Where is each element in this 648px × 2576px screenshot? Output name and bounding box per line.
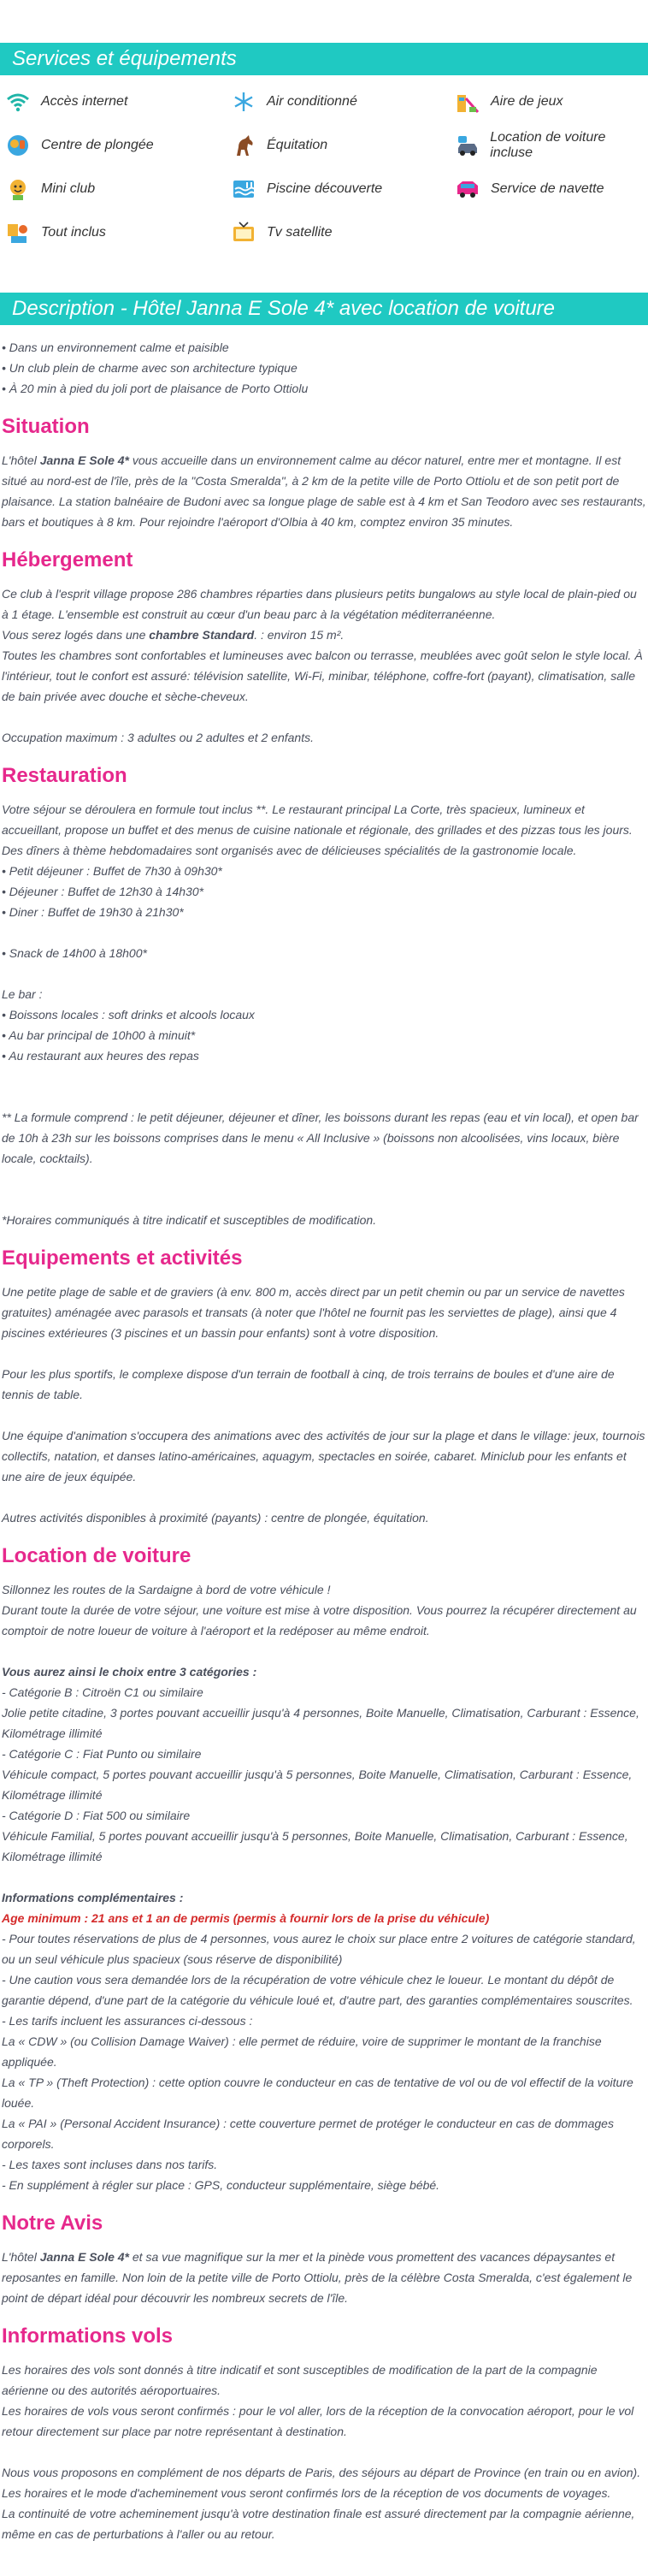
category-line: - Catégorie D : Fiat 500 ou similaire: [2, 1809, 191, 1822]
equipements-title: Equipements et activités: [2, 1247, 243, 1270]
schedule-note: *Horaires communiqués à titre indicatif et susceptibles de modification.: [2, 1213, 377, 1227]
service-label: Service de navette: [491, 181, 604, 196]
service-item: [231, 133, 327, 158]
location-text: Durant toute la durée de votre séjour, une voiture est mise à votre disposition. Vous pourrez la récupérer directement au comptoir de notre loueur de voiture à l'aéroport et la redéposer au même endroit.: [2, 1603, 637, 1637]
snowflake-icon: [231, 89, 256, 115]
pool-icon: [231, 176, 256, 202]
bar-item: • Au restaurant aux heures des repas: [2, 1049, 199, 1063]
kids-club-icon: [5, 176, 31, 202]
bar-item: • Au bar principal de 10h00 à minuit*: [2, 1028, 196, 1042]
service-label: Tout inclus: [41, 225, 106, 240]
service-item: [231, 176, 382, 202]
vols-line: Nous vous proposons en complément de nos départs de Paris, des séjours au départ de Province (en train ou en avion).: [2, 2466, 641, 2479]
vols-title: Informations vols: [2, 2324, 174, 2348]
service-label: Air conditionné: [267, 94, 357, 109]
info-line: La « CDW » (ou Collision Damage Waiver) : elle permet de réduire, voire de supprimer le montant de la franchise appliquée.: [2, 2034, 602, 2069]
bar-item: • Boissons locales : soft drinks et alcools locaux: [2, 1008, 255, 1022]
info-line: La « TP » (Theft Protection) : cette option couvre le conducteur en cas de tentative de vol ou de vol effectif de la voiture louée.: [2, 2076, 633, 2110]
formula-text: ** La formule comprend : le petit déjeuner, déjeuner et dîner, les boissons durant les repas (eau et vin local), et open bar de 10h à 23h sur les boissons comprises dans le menu « All Inclusive » (boissons non alcoolisées, vins locaux, bière locale, cocktails).: [2, 1110, 639, 1165]
vols-line: Les horaires des vols sont donnés à titre indicatif et sont susceptibles de modification de la part de la compagnie aérienne ou des autorités aéroportuaires.: [2, 2363, 598, 2397]
vols-line: Les horaires et le mode d'acheminement vous seront confirmés lors de la réception de vos documents de voyages.: [2, 2486, 611, 2500]
snack-item: • Snack de 14h00 à 18h00*: [2, 946, 147, 960]
service-item: [5, 176, 95, 202]
service-item: [5, 220, 106, 246]
situation-text: L'hôtel Janna E Sole 4* vous accueille dans un environnement calme au décor naturel, entre mer et montagne. Il est situé au nord-est de l'île, près de la "Costa Smeralda", à 2 km de la petite ville de Porto Ottiolu et de son petit port de plaisance. La station balnéaire de Budoni avec sa longue plage de sable est à 4 km et San Teodoro avec ses restaurants, bars et boutiques à 8 km. Pour rejoindre l'aéroport d'Olbia à 40 km, comptez environ 35 minutes.: [2, 453, 646, 529]
all-inclusive-icon: [5, 220, 31, 246]
service-label: Location de voiture incluse: [490, 130, 606, 160]
service-label: Centre de plongée: [41, 138, 154, 152]
service-label: Tv satellite: [267, 225, 333, 240]
equipements-text: Pour les plus sportifs, le complexe dispose d'un terrain de football à cinq, de trois terrains de boules et d'une aire de tennis de table.: [2, 1367, 615, 1401]
service-item: [455, 89, 563, 115]
info-line: La « PAI » (Personal Accident Insurance) : cette couverture permet de protéger le conducteur en cas de dommages corporels.: [2, 2117, 614, 2151]
location-text: Sillonnez les routes de la Sardaigne à bord de votre véhicule !: [2, 1583, 331, 1596]
category-line: Jolie petite citadine, 3 portes pouvant accueillir jusqu'à 4 personnes, Boite Manuelle, Climatisation, Carburant : Essence, Kilométrage illimité: [2, 1706, 639, 1740]
meal-item: • Diner : Buffet de 19h30 à 21h30*: [2, 905, 184, 919]
description-header: Description - Hôtel Janna E Sole 4* avec location de voiture: [0, 293, 648, 325]
diving-icon: [5, 133, 31, 158]
tv-icon: [231, 220, 256, 246]
description-bullet: • Dans un environnement calme et paisible: [2, 341, 229, 354]
service-item: [231, 89, 357, 115]
info-line: - Les tarifs incluent les assurances ci-dessous :: [2, 2014, 253, 2028]
service-item: [455, 130, 648, 160]
shuttle-icon: [455, 176, 480, 202]
vols-line: Les horaires de vols vous seront confirmés : pour le vol aller, lors de la réception de la convocation aéroport, pour le vol retour directement sur place par notre représentant à destination.: [2, 2404, 634, 2438]
situation-title: Situation: [2, 415, 90, 438]
location-title: Location de voiture: [2, 1544, 191, 1567]
info-line: - Pour toutes réservations de plus de 4 personnes, vous aurez le choix sur place entre 2 voitures de catégorie standard, ou un seul véhicule plus spacieux (sous réserve de disponibilité): [2, 1932, 636, 1966]
info-line: - Les taxes sont incluses dans nos tarifs.: [2, 2158, 218, 2171]
content: [0, 337, 648, 2544]
restauration-title: Restauration: [2, 764, 127, 787]
service-label: Piscine découverte: [267, 181, 383, 196]
meal-item: • Petit déjeuner : Buffet de 7h30 à 09h30*: [2, 864, 222, 878]
info-line: - Une caution vous sera demandée lors de la récupération de votre véhicule chez le loueur. Le montant du dépôt de garantie dépend, d'une part de la catégorie du véhicule loué et, d'autre part, des garanties complémentaires souscrites.: [2, 1973, 633, 2007]
hebergement-title: Hébergement: [2, 548, 133, 571]
description-bullet: • Un club plein de charme avec son architecture typique: [2, 361, 297, 375]
equipements-text: Autres activités disponibles à proximité (payants) : centre de plongée, équitation.: [2, 1511, 429, 1525]
category-line: Véhicule Familial, 5 portes pouvant accueillir jusqu'à 5 personnes, Boite Manuelle, Climatisation, Carburant : Essence, Kilométrage illimité: [2, 1829, 628, 1863]
wifi-icon: [5, 89, 31, 115]
category-line: - Catégorie B : Citroën C1 ou similaire: [2, 1685, 203, 1699]
avis-text: L'hôtel Janna E Sole 4* et sa vue magnifique sur la mer et la pinède vous promettent des vacances dépaysantes et reposantes en famille. Non loin de la petite ville de Porto Ottiolu, près de la célèbre Costa Smeralda, c'est également le point de départ idéal pour découvrir les nombreux secrets de l'île.: [2, 2250, 633, 2305]
horse-icon: [231, 133, 256, 158]
age-minimum: Age minimum : 21 ans et 1 an de permis (permis à fournir lors de la prise du véhicule): [2, 1911, 490, 1925]
services-grid: [0, 89, 648, 252]
hebergement-room: Vous serez logés dans une chambre Standard. : environ 15 m².: [2, 628, 345, 642]
hebergement-comfort: Toutes les chambres sont confortables et lumineuses avec balcon ou terrasse, meublées avec goût selon le style local. À l'intérieur, tout le confort est assuré: télévision satellite, Wi-Fi, minibar, téléphone, coffre-fort (payant), climatisation, salle de bain privée avec douche et sèche-cheveux.: [2, 648, 643, 703]
service-label: Accès internet: [41, 94, 128, 109]
meal-item: • Déjeuner : Buffet de 12h30 à 14h30*: [2, 885, 204, 898]
service-item: [231, 220, 332, 246]
hebergement-text: Ce club à l'esprit village propose 286 chambres réparties dans plusieurs petits bungalows au style local de plain-pied ou à 1 étage. L'ensemble est construit au cœur d'un beau parc à la végétation méditerranéenne.: [2, 587, 637, 621]
bar-title: Le bar :: [2, 987, 43, 1001]
service-item: [5, 89, 127, 115]
category-line: Véhicule compact, 5 portes pouvant accueillir jusqu'à 5 personnes, Boite Manuelle, Climatisation, Carburant : Essence, Kilométrage illimité: [2, 1768, 633, 1802]
playground-icon: [455, 89, 480, 115]
service-label: Aire de jeux: [491, 94, 563, 109]
description-bullet: • À 20 min à pied du joli port de plaisance de Porto Ottiolu: [2, 382, 309, 395]
avis-title: Notre Avis: [2, 2212, 103, 2235]
restauration-intro: Votre séjour se déroulera en formule tout inclus **. Le restaurant principal La Corte, très spacieux, lumineux et accueillant, propose un buffet et des menus de cuisine nationale et régionale, des grillades et des pizzas tous les jours. Des dîners à thème hebdomadaires sont organisés avec de délicieuses spécialités de la gastronomie locale.: [2, 802, 633, 857]
service-label: Équitation: [267, 138, 328, 152]
service-label: Mini club: [41, 181, 96, 196]
vols-line: La continuité de votre acheminement jusqu'à votre destination finale est assuré directement par la compagnie aérienne, même en cas de perturbations à l'aller ou au retour.: [2, 2507, 635, 2541]
category-line: - Catégorie C : Fiat Punto ou similaire: [2, 1747, 202, 1761]
info-line: - En supplément à régler sur place : GPS, conducteur supplémentaire, siège bébé.: [2, 2178, 440, 2192]
equipements-text: Une équipe d'animation s'occupera des animations avec des activités de jour sur la plage et dans le village: jeux, tournois collectifs, natation, et danses latino-américaines, aquagym, spectacles en soirée, cabaret. Miniclub pour les enfants et une aire de jeux équipée.: [2, 1429, 645, 1483]
info-title: Informations complémentaires :: [2, 1891, 184, 1904]
equipements-text: Une petite plage de sable et de graviers (à env. 800 m, accès direct par un petit chemin ou par un service de navettes gratuites) aménagée avec parasols et transats (à noter que l'hôtel ne fournit pas les serviettes de plage), ainsi que 4 piscines extérieures (3 piscines et un bassin pour enfants) sont à votre disposition.: [2, 1285, 625, 1340]
service-item: [455, 176, 604, 202]
categories-title: Vous aurez ainsi le choix entre 3 catégories :: [2, 1665, 257, 1679]
car-icon: [455, 133, 480, 158]
hebergement-occupation: Occupation maximum : 3 adultes ou 2 adultes et 2 enfants.: [2, 731, 314, 744]
service-item: [5, 133, 154, 158]
services-header: Services et équipements: [0, 43, 648, 75]
